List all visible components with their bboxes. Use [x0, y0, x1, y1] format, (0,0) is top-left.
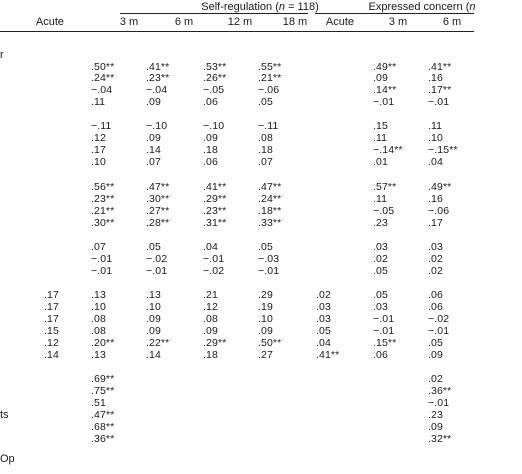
header-bottom-rule	[0, 31, 474, 32]
table-cell: .56**	[91, 181, 115, 193]
table-cell: .24**	[258, 193, 282, 205]
table-cell: .26**	[203, 72, 227, 84]
table-cell: .01	[373, 156, 388, 168]
table-cell: .21	[203, 289, 218, 301]
table-cell: −.11	[91, 120, 112, 132]
table-cell: .09	[203, 325, 218, 337]
table-cell: .49**	[428, 181, 452, 193]
table-cell: −.03	[258, 253, 280, 265]
table-cell: .03	[316, 313, 331, 325]
column-header: Acute	[35, 16, 65, 28]
table-cell: .05	[373, 289, 388, 301]
table-cell: .04	[316, 337, 331, 349]
table-cell: .17	[44, 289, 59, 301]
column-header: 18 m	[282, 16, 308, 28]
table-cell: .12	[44, 337, 59, 349]
table-cell: .09	[258, 325, 273, 337]
table-cell: .41**	[316, 349, 340, 361]
table-cell: .47**	[146, 181, 170, 193]
table-cell: .14	[146, 144, 161, 156]
table-cell: .03	[316, 301, 331, 313]
table-cell: −.01	[258, 265, 280, 277]
column-header: 6 m	[442, 16, 462, 28]
table-cell: .05	[428, 337, 443, 349]
table-cell: .08	[91, 325, 106, 337]
table-cell: .17	[44, 313, 59, 325]
table-cell: .17**	[428, 84, 452, 96]
table-cell: .51	[91, 397, 106, 409]
table-cell: .13	[146, 289, 161, 301]
table-cell: .07	[91, 241, 106, 253]
table-cell: .68**	[91, 421, 115, 433]
table-cell: .50**	[91, 61, 115, 73]
table-cell: −.01	[428, 96, 450, 108]
table-cell: .29	[258, 289, 273, 301]
table-cell: .18**	[258, 205, 282, 217]
table-cell: −.05	[203, 84, 225, 96]
table-cell: .09	[146, 325, 161, 337]
table-cell: −.04	[146, 84, 168, 96]
table-cell: .29**	[203, 337, 227, 349]
table-cell: .30**	[91, 217, 115, 229]
table-cell: .09	[428, 349, 443, 361]
table-cell: .47**	[258, 181, 282, 193]
table-cell: .03	[373, 241, 388, 253]
table-cell: −.01	[146, 265, 168, 277]
table-cell: .05	[258, 96, 273, 108]
table-cell: .18	[203, 349, 218, 361]
table-cell: −.01	[428, 325, 450, 337]
group-rule-self-regulation	[120, 13, 308, 14]
group-header-expressed-concern: Expressed concern (n	[368, 1, 476, 13]
table-cell: −.06	[258, 84, 280, 96]
table-cell: .11	[428, 120, 443, 132]
table-cell: .06	[373, 349, 388, 361]
table-cell: .11	[91, 96, 106, 108]
table-cell: .57**	[373, 181, 397, 193]
table-cell: .47**	[91, 409, 115, 421]
column-header: 3 m	[388, 16, 408, 28]
table-cell: .18	[203, 144, 218, 156]
column-header: 12 m	[227, 16, 253, 28]
table-cell: .07	[146, 156, 161, 168]
table-cell: .12	[203, 301, 218, 313]
table-cell: .05	[146, 241, 161, 253]
table-cell: .17	[428, 217, 443, 229]
table-cell: .10	[146, 301, 161, 313]
table-cell: −.01	[428, 397, 450, 409]
table-cell: .36**	[428, 385, 452, 397]
group-rule-expressed-concern	[315, 13, 474, 14]
column-header: Acute	[325, 16, 355, 28]
table-cell: .15	[373, 120, 388, 132]
table-cell: .02	[428, 253, 443, 265]
table-cell: .15**	[373, 337, 397, 349]
table-cell: .12	[91, 132, 106, 144]
table-cell: .09	[146, 96, 161, 108]
table-cell: −.02	[203, 265, 225, 277]
table-cell: .06	[203, 156, 218, 168]
table-cell: .10	[428, 132, 443, 144]
table-cell: .41**	[203, 181, 227, 193]
table-cell: .06	[428, 289, 443, 301]
table-cell: .06	[203, 96, 218, 108]
table-cell: .41**	[428, 61, 452, 73]
table-cell: .16	[428, 72, 443, 84]
table-cell: .69**	[91, 373, 115, 385]
table-cell: .08	[203, 313, 218, 325]
table-cell: −.01	[91, 253, 113, 265]
table-cell: .08	[91, 313, 106, 325]
table-cell: −.01	[373, 96, 395, 108]
table-cell: .75**	[91, 385, 115, 397]
table-cell: .27	[258, 349, 273, 361]
table-cell: .53**	[203, 61, 227, 73]
row-label-ts: ts	[0, 409, 9, 421]
table-cell: .16	[428, 193, 443, 205]
table-cell: .13	[91, 349, 106, 361]
table-cell: .03	[373, 301, 388, 313]
table-cell: .55**	[258, 61, 282, 73]
table-cell: .04	[428, 156, 443, 168]
table-cell: .14	[44, 349, 59, 361]
table-cell: .02	[428, 373, 443, 385]
table-cell: −.02	[428, 313, 450, 325]
table-cell: −.14**	[373, 144, 403, 156]
table-cell: .11	[373, 193, 388, 205]
table-cell: .23**	[146, 72, 170, 84]
table-cell: .41**	[146, 61, 170, 73]
table-cell: .15	[44, 325, 59, 337]
row-label-op: Op	[0, 453, 15, 465]
table-cell: .09	[428, 421, 443, 433]
table-cell: .21**	[91, 205, 115, 217]
table-cell: .23**	[203, 205, 227, 217]
table-cell: .02	[373, 253, 388, 265]
table-cell: .13	[91, 289, 106, 301]
table-cell: .30**	[146, 193, 170, 205]
table-cell: .06	[428, 301, 443, 313]
table-cell: .02	[316, 289, 331, 301]
column-header: 6 m	[174, 16, 194, 28]
table-cell: −.04	[91, 84, 113, 96]
table-cell: .23	[373, 217, 388, 229]
table-cell: .05	[316, 325, 331, 337]
table-cell: .09	[373, 72, 388, 84]
table-cell: .05	[373, 265, 388, 277]
table-cell: .14**	[373, 84, 397, 96]
table-cell: .07	[258, 156, 273, 168]
table-cell: .32**	[428, 433, 452, 445]
table-cell: .49**	[373, 61, 397, 73]
table-cell: .03	[428, 241, 443, 253]
group-header-self-regulation: Self-regulation (n = 118)	[201, 1, 319, 13]
table-cell: .33**	[258, 217, 282, 229]
table-cell: .09	[146, 132, 161, 144]
table-cell: .19	[258, 301, 273, 313]
table-cell: −.01	[91, 265, 113, 277]
table-cell: .50**	[258, 337, 282, 349]
row-label-r: r	[0, 49, 4, 61]
table-cell: .23	[428, 409, 443, 421]
table-cell: .14	[146, 349, 161, 361]
table-cell: .27**	[146, 205, 170, 217]
table-cell: −.15**	[428, 144, 458, 156]
table-cell: −.02	[146, 253, 168, 265]
table-cell: .18	[258, 144, 273, 156]
table-cell: .24**	[91, 72, 115, 84]
table-cell: .23**	[91, 193, 115, 205]
table-cell: .10	[91, 156, 106, 168]
table-cell: .10	[91, 301, 106, 313]
table-cell: −.05	[373, 205, 395, 217]
table-cell: .09	[203, 132, 218, 144]
table-cell: −.06	[428, 205, 450, 217]
table-cell: .10	[258, 313, 273, 325]
table-cell: .17	[91, 144, 106, 156]
table-cell: −.01	[203, 253, 225, 265]
table-cell: .09	[146, 313, 161, 325]
table-cell: .20**	[91, 337, 115, 349]
table-cell: −.10	[203, 120, 225, 132]
table-cell: .05	[258, 241, 273, 253]
column-header: 3 m	[119, 16, 139, 28]
table-cell: .36**	[91, 433, 115, 445]
table-cell: −.01	[373, 313, 395, 325]
table-cell: −.10	[146, 120, 168, 132]
table-cell: .22**	[146, 337, 170, 349]
table-cell: .02	[428, 265, 443, 277]
table-cell: .21**	[258, 72, 282, 84]
table-cell: .28**	[146, 217, 170, 229]
table-cell: .17	[44, 301, 59, 313]
table-cell: .29**	[203, 193, 227, 205]
table-cell: .04	[203, 241, 218, 253]
table-cell: .11	[373, 132, 388, 144]
table-cell: .31**	[203, 217, 227, 229]
table-cell: −.01	[373, 325, 395, 337]
table-cell: −.11	[258, 120, 279, 132]
table-cell: .08	[258, 132, 273, 144]
